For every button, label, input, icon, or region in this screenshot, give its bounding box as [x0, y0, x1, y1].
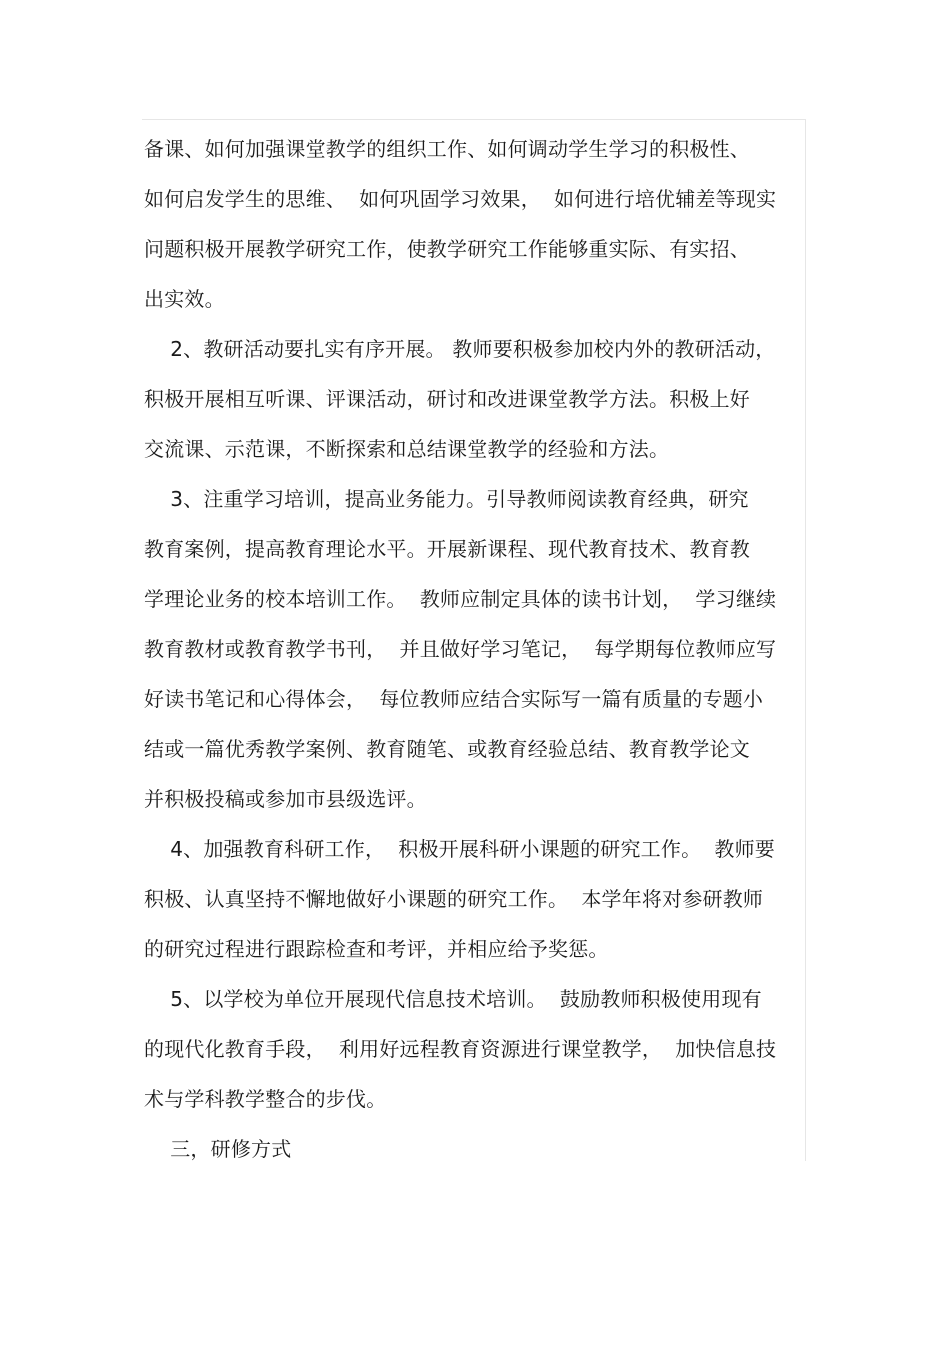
text-line: 教育教材或教育教学书刊， 并且做好学习笔记， 每学期每位教师应写	[144, 637, 777, 661]
text-line: 学理论业务的校本培训工作。 教师应制定具体的读书计划， 学习继续	[144, 587, 777, 611]
paragraph-4-start: 4、加强教育科研工作， 积极开展科研小课题的研究工作。 教师要	[144, 837, 775, 861]
paragraph-5-start: 5、以学校为单位开展现代信息技术培训。 鼓励教师积极使用现有	[144, 987, 762, 1011]
text-line: 积极开展相互听课、评课活动，研讨和改进课堂教学方法。积极上好	[144, 387, 750, 411]
text-line: 如何启发学生的思维、 如何巩固学习效果， 如何进行培优辅差等现实	[144, 187, 777, 211]
text-line: 备课、如何加强课堂教学的组织工作、如何调动学生学习的积极性、	[144, 137, 750, 161]
text-line: 术与学科教学整合的步伐。	[144, 1087, 387, 1111]
section-heading: 三，研修方式	[144, 1137, 292, 1161]
text-line: 教育案例，提高教育理论水平。开展新课程、现代教育技术、教育教	[144, 537, 750, 561]
paragraph-3-start: 3、注重学习培训，提高业务能力。引导教师阅读教育经典，研究	[144, 487, 749, 511]
text-line: 的研究过程进行跟踪检查和考评，并相应给予奖惩。	[144, 937, 609, 961]
text-line: 出实效。	[144, 287, 225, 311]
text-line: 交流课、示范课，不断探索和总结课堂教学的经验和方法。	[144, 437, 670, 461]
paragraph-2-start: 2、教研活动要扎实有序开展。 教师要积极参加校内外的教研活动，	[144, 337, 776, 361]
text-line: 好读书笔记和心得体会， 每位教师应结合实际写一篇有质量的专题小	[144, 687, 764, 711]
text-line: 并积极投稿或参加市县级选评。	[144, 787, 427, 811]
text-line: 结或一篇优秀教学案例、教育随笔、或教育经验总结、教育教学论文	[144, 737, 750, 761]
text-line: 的现代化教育手段， 利用好远程教育资源进行课堂教学， 加快信息技	[144, 1037, 777, 1061]
document-body	[144, 124, 808, 1174]
text-line: 积极、认真坚持不懈地做好小课题的研究工作。 本学年将对参研教师	[144, 887, 764, 911]
text-line: 问题积极开展教学研究工作，使教学研究工作能够重实际、有实招、	[144, 237, 750, 261]
